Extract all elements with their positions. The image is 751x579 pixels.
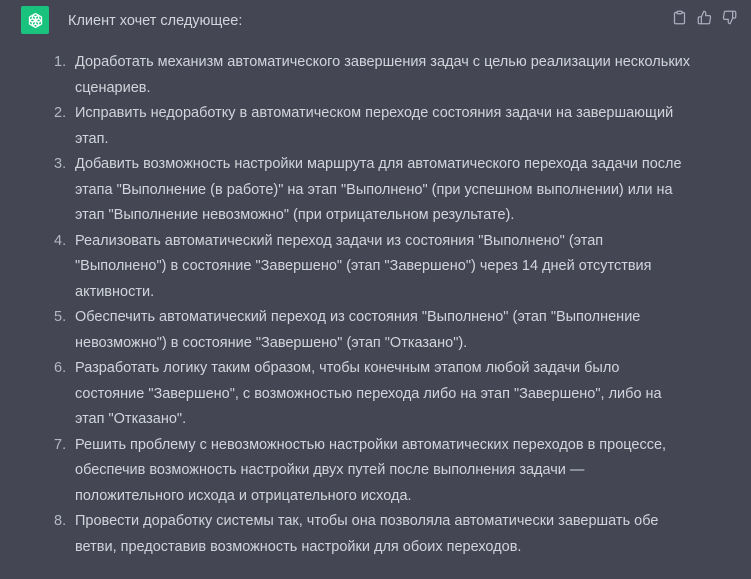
list-item-number: 7. <box>54 436 67 453</box>
thumbs-down-icon <box>722 10 737 25</box>
list-item-text: Разработать логику таким образом, чтобы конечным этапом любой задачи было состояние "Завершено", с возможностью перехода либо на этап "Завершено", либо на этап "Отказано". <box>75 360 662 427</box>
list-item-text: Добавить возможность настройки маршрута для автоматического перехода задачи после этапа "Выполнение (в работе)" на этап "Выполнено" (при успешном выполнении) или на этап "Выполнение невозможно" (при отрицательном результате). <box>75 156 682 223</box>
list-item <box>50 305 690 356</box>
list-item-text: Решить проблему с невозможностью настройки автоматических переходов в процессе, обеспечив возможность настройки двух путей после выполнения задачи — положительного исхода и отрицательного исхода. <box>75 436 667 504</box>
list-item-number: 1. <box>54 54 67 70</box>
assistant-avatar <box>21 6 49 34</box>
list-item-number: 8. <box>54 513 67 529</box>
list-item-number: 4. <box>54 232 67 249</box>
requirements-list <box>50 50 690 560</box>
thumbs-up-icon <box>697 10 712 25</box>
list-item-number: 2. <box>54 105 67 121</box>
message-intro: Клиент хочет следующее: <box>68 13 243 29</box>
like-button[interactable] <box>696 9 712 25</box>
clipboard-icon <box>672 10 687 25</box>
list-item-text: Обеспечить автоматический переход из состояния "Выполнено" (этап "Выполнение невозможно") в состояние "Завершено" (этап "Отказано"). <box>75 309 641 351</box>
list-item-text: Доработать механизм автоматического завершения задач с целью реализации нескольких сценариев. <box>75 54 691 96</box>
list-item-number: 5. <box>54 309 67 325</box>
dislike-button[interactable] <box>721 9 737 25</box>
list-item-text: Провести доработку системы так, чтобы она позволяла автоматически завершать обе ветви, предоставив возможность настройки для обоих переходов. <box>75 513 659 555</box>
list-item <box>50 356 690 433</box>
list-item-number: 3. <box>54 156 67 172</box>
list-item-text: Реализовать автоматический переход задачи из состояния "Выполнено" (этап "Выполнено") в состояние "Завершено" (этап "Завершено") через 14 дней отсутствия активности. <box>75 232 652 300</box>
list-item <box>50 152 690 229</box>
list-item <box>50 229 690 306</box>
list-item <box>50 433 690 510</box>
list-item-number: 6. <box>54 360 67 376</box>
openai-logo-icon <box>26 11 45 30</box>
list-item <box>50 50 690 101</box>
copy-button[interactable] <box>671 9 687 25</box>
list-item <box>50 101 690 152</box>
list-item-text: Исправить недоработку в автоматическом переходе состояния задачи на завершающий этап. <box>75 105 674 147</box>
message-actions <box>671 9 737 25</box>
list-item <box>50 509 690 560</box>
